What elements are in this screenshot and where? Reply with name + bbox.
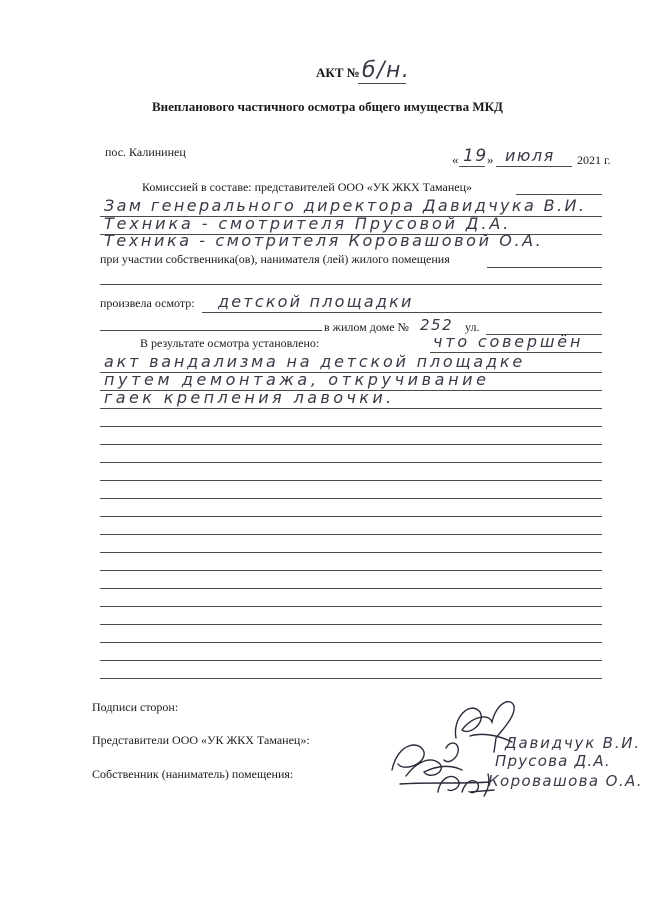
signature-name-2: Прусова Д.А.: [495, 752, 611, 770]
participants-label: при участии собственника(ов), нанимателя (лей) жилого помещения: [100, 252, 450, 266]
settlement: пос. Калининец: [105, 145, 186, 159]
date-open-quote: «: [452, 152, 459, 167]
commission-label: Комиссией в составе: представителей ООО «УК ЖКХ Таманец»: [142, 180, 473, 194]
result-line-4: гаек крепления лавочки.: [104, 388, 395, 407]
commission-member-3: Техника - смотрителя Коровашовой О.А.: [104, 231, 544, 250]
commission-member-1: Зам генерального директора Давидчука В.И.: [104, 196, 587, 215]
date-year: 2021 г.: [577, 153, 611, 167]
date-day: 19: [463, 146, 488, 166]
inspection-object-label: произвела осмотр:: [100, 296, 195, 310]
inspection-object-value: детской площадки: [218, 292, 414, 311]
house-number: 252: [420, 316, 454, 334]
result-line-2: акт вандализма на детской площадке: [104, 352, 525, 371]
date-close-quote: »: [487, 152, 494, 167]
owner-label: Собственник (наниматель) помещения:: [92, 767, 294, 781]
signature-name-3: Коровашова О.А.: [488, 772, 643, 790]
signatures-label: Подписи сторон:: [92, 700, 179, 714]
act-number: б/н.: [362, 58, 411, 83]
act-label: АКТ №: [316, 65, 360, 80]
commission-member-2: Техника - смотрителя Прусовой Д.А.: [104, 214, 512, 233]
result-line-3: путем демонтажа, откручивание: [104, 370, 490, 389]
street-label: ул.: [465, 320, 480, 334]
date-month: июля: [505, 146, 555, 165]
house-label: в жилом доме №: [324, 320, 409, 334]
act-title: Внепланового частичного осмотра общего имущества МКД: [152, 99, 503, 114]
representatives-label: Представители ООО «УК ЖКХ Таманец»:: [92, 733, 310, 747]
result-line-1: что совершён: [433, 332, 584, 351]
result-label: В результате осмотра установлено:: [140, 336, 320, 350]
signature-name-1: Давидчук В.И.: [505, 734, 641, 752]
